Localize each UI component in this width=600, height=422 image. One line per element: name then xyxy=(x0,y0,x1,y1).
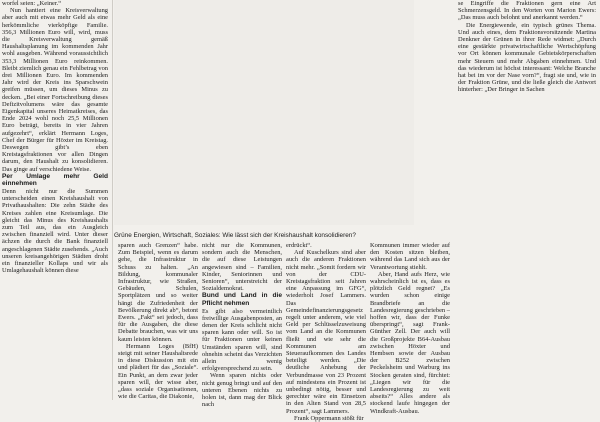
section-subheading: Bund und Land in die Pflicht nehmen xyxy=(202,292,282,308)
article-column xyxy=(2,0,108,400)
section-subheading: Per Umlage mehr Geld einnehmen xyxy=(2,172,108,188)
article-paragraph: Nun hantiert eine Kreisverwaltung aber auch mit etwas mehr Geld als eine herkömmliche vierköpfige Familie. 356,3 Millionen Euro will, wird, muss die Kreisverwaltung gemäß Haushaltsplanung im kommenden Jahr wohl ausgeben. Während voraussichtlich 353,3 Millionen Euro reinkommen. Bleibt ziemlich genau ein Fehlbetrag von drei Millionen Euro. Im kommenden Jahr wird der Kreis ins Sparschwein greifen müssen, um dieses Minus zu decken. „Bei einer Fortschreibung dieses Defizitvolumens wäre das gesamte Eigenkapital unseres Heimatkreises, das Ende 2024 wohl noch 25,5 Millionen Euro beträgt, bereits in vier Jahren aufgezehrt“, erklärt Hermann Loges, Chef der Bürger für Höxter im Kreistag. Deswegen gibt’s eben Kreistagsfraktionen vor allen Dingen darum, den Haushalt zu konsolidieren. Das ginge auf verschiedene Weise. xyxy=(2,7,108,173)
article-paragraph: Denn nicht nur die Summen unterscheiden einen Kreishaushalt von Privathaushalten: Die zehn Städte des Kreises zahlen eine Kreisumlage. Die gleicht das Minus des Kreishaushalts zum Teil aus, das ein Ausgleich zwischen finanziell wird. Unter dieser ächzen die durch die Bank finanziell angeschlagenen Städte zusehends. „Auch unseren kreisangehörigen Städten droht ein finanzieller Kollaps und wir als Umlagehaushalt können diese xyxy=(2,188,108,275)
article-column xyxy=(286,242,366,422)
article-column xyxy=(118,242,198,400)
article-paragraph: nicht nur die Kommunen, sondern auch die Menschen, die auf diese Leistungen angewiesen sind – Familien, Kinder, Seniorinnen und Senioren“, unterstreicht der Sozialdemokrat. xyxy=(202,242,282,293)
article-paragraph: se Eingriffe die Fraktionen gern eine Art Schmerzensgeld. In den Worten von Marion Ewers: „Das muss auch belohnt und anerkannt werden.“ xyxy=(458,0,596,22)
article-paragraph: erdrückt“. xyxy=(286,242,312,249)
article-paragraph: Kommunen immer wieder auf den Kosten sitzen bleiben, während das Land sich aus der Verantwortung stiehlt. xyxy=(370,242,450,271)
article-paragraph: worfel seien: „Keiner.“ xyxy=(2,0,62,7)
article-column xyxy=(458,0,596,400)
article-paragraph: Die Energiewende, ein typisch grünes Thema. Und auch eines, dem Fraktionsvorsitzende Martina Denkner der Grünen in ihrer Rede widmet: „Durch eine gestärkte privatwirtschaftliche Wertschöpfung vor Ort können kommunale Gebietskörperschaften mehr Steuern und mehr Abgaben einnehmen. Und das wiederum ist höchst interessant: Welche Branche hat bei im vor der Nase vorn?“, fragt sie und, wie in der Fraktion Grüne, und die ließe gleich die Antwort hinterher: „Der Bringer in Sachen xyxy=(458,21,596,94)
article-paragraph: Wenn sparen nichts oder nicht genug bringt und auf den unteren Ebenen nichts zu holen ist, dann mag der Blick nach xyxy=(202,372,282,409)
article-paragraph: Es gibt also vermeintlich freiwillige Ausgabenposten, an denen der Kreis schlicht nicht sparen kann oder will. So ist für Fraktionen unter keinen Umständen sparen will, sind ohnehin scheint das Verzichten allein wenig erfolgversprechend zu sein. xyxy=(202,307,282,373)
article-paragraph: Auf Kuschelkurs sind aber auch die anderen Fraktionen nicht mehr. „Somit fordern wir von der CDU-Kreistagsfraktion seit Jahren eine Anpassung im GFG“, wiederholt Josef Lammers. Das Gemeindefinanzierungsgesetz regelt unter anderem, wie viel Geld per Schlüsselzuweisung vom Land an die Kommunen fließt und wie sehr die Kommunen am Steueraufkommen des Landes beteiligt werden. „Die deutliche Anhebung der Verbundmasse von 23 Prozent auf mindestens ein Prozent ist unbedingt nötig, besser und gerechter wäre ein Einsetzen in den Alten Stand von 28,5 Prozent“, sagt Lammers. xyxy=(286,249,366,415)
photo-area xyxy=(114,0,414,225)
column-divider xyxy=(112,0,113,400)
article-paragraph: sparen auch Grenzen“ habe. Zum Beispiel, wenn es darum gehe, die Infrastruktur in Schuss zu halten. „An Bildung, kommunaler Infrastruktur, wie Straßen, Gebäuden, Schulen, Sportplätzen und so weiter hängt die Zufriedenheit der Bevölkerung direkt ab“, betont Ewers. „Fakt“ sei jedoch, dass für die Ausgaben, die diese Debatte brauchen, was wir uns kaum leisten können. xyxy=(118,242,198,343)
photo-caption: Grüne Energien, Wirtschaft, Soziales: Wie lässt sich der Kreishaushalt konsolidieren? xyxy=(114,232,356,239)
article-column xyxy=(370,242,450,415)
article-paragraph: Frank Oppermann stößt für xyxy=(294,414,364,422)
article-paragraph: Aber, Hand aufs Herz, wie wahrscheinlich ist es, dass es plötzlich Geld regnet? „Es wurden schon einige Brandbriefe an die Landesregierung geschrieben – hoffen wir, dass der Funke überspringt“, sagt Frank-Günther Zell. Der auch will die Großprojekte B64-Ausbau zwischen Höxter und Hembsen sowie der Ausbau der B252 zwischen Peckelsheim und Warburg ins Stocken geraten sind, fürchtet: „Liegen wir für die Landesregierung zu weit abseits?“ Alles andere als stockend laufe hingegen der Windkraft-Ausbau. xyxy=(370,270,450,415)
article-paragraph: Hermann Loges (BfH) steigt mit seiner Haushaltsrede in diese Diskussion mit ein und plädiert für das „Soziale“. Ein Punkt, an dem zwar jeder sparen will, der wisse aber, „dass soziale Organisationen, wie die Caritas, die Diakonie, xyxy=(118,342,198,401)
article-column xyxy=(202,242,282,409)
